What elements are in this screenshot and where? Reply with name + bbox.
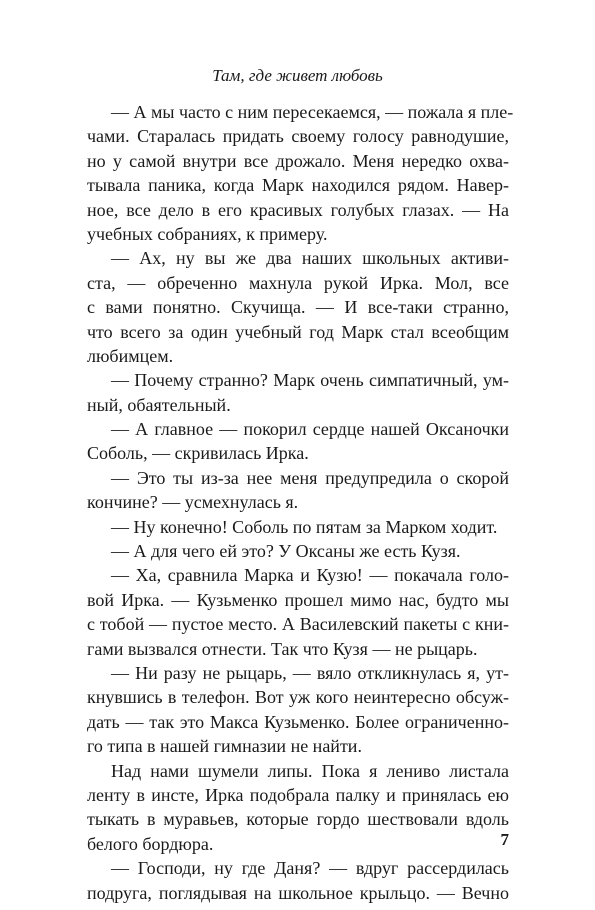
text-line: ный, обаятельный. [87,394,231,415]
text-line: гами вызвался отнести. Так что Кузя — не рыцарь. [87,638,478,659]
text-line: ное, все дело в его красивых голубых глазах. — На [87,199,509,220]
text-line: вой Ирка. — Кузьменко прошел мимо нас, будто мы [87,589,509,610]
text-line: с вами понятно. Скучища. — И все-таки странно, [87,297,509,318]
text-line: го типа в нашей гимназии не найти. [87,736,362,757]
text-line: — Почему странно? Марк очень симпатичный, ум- [111,370,509,391]
text-line: ленту в инсте, Ирка подобрала палку и принялась ею [87,784,509,805]
text-line: — Ни разу не рыцарь, — вяло откликнулась я, ут- [111,662,509,683]
text-line: тыкать в муравьев, которые гордо шествовали вдоль [87,809,509,830]
text-line: — А для чего ей это? У Оксаны же есть Кузя. [111,541,461,562]
text-line: — Это ты из-за нее меня предупредила о скорой [111,467,509,488]
text-line: любимцем. [87,345,174,366]
text-line: — А мы часто с ним пересекаемся, — пожала я пле- [111,102,514,122]
text-line: — А главное — покорил сердце нашей Оксаночки [111,419,509,440]
text-line: с тобой — пустое место. А Василевский пакеты с кни- [87,614,509,635]
text-line: ста, — обреченно махнула рукой Ирка. Мол, все [87,272,509,293]
text-line: кончине? — усмехнулась я. [87,492,299,513]
text-line: — Господи, ну где Даня? — вдруг рассердилась [111,858,509,879]
text-line: кнувшись в телефон. Вот уж кого неинтересно обсуж- [87,687,509,708]
text-line: Над нами шумели липы. Пока я лениво листала [111,760,509,781]
page-number: 7 [500,830,509,849]
text-line: подруга, поглядывая на школьное крыльцо. — Вечно [87,882,509,903]
text-line: Соболь, — скривилась Ирка. [87,443,309,464]
text-line: но у самой внутри все дрожало. Меня нередко охва- [87,150,509,171]
body-text [87,100,514,905]
text-line: дать — так это Макса Кузьменко. Более ограниченно- [87,711,509,732]
running-head: Там, где живет любовь [212,66,383,85]
text-line: — Ну конечно! Соболь по пятам за Марком ходит. [111,516,498,537]
text-line: — Ха, сравнила Марка и Кузю! — покачала голо- [111,565,509,586]
text-line: тывала паника, когда Марк находился рядом. Навер- [87,175,509,196]
text-line: учебных собраниях, к примеру. [87,223,328,244]
text-line: — Ах, ну вы же два наших школьных активи- [111,248,509,269]
text-line: чами. Старалась придать своему голосу равнодушие, [87,126,509,147]
text-line: что всего за один учебный год Марк стал всеобщим [87,321,509,342]
text-line: белого бордюра. [87,833,214,854]
